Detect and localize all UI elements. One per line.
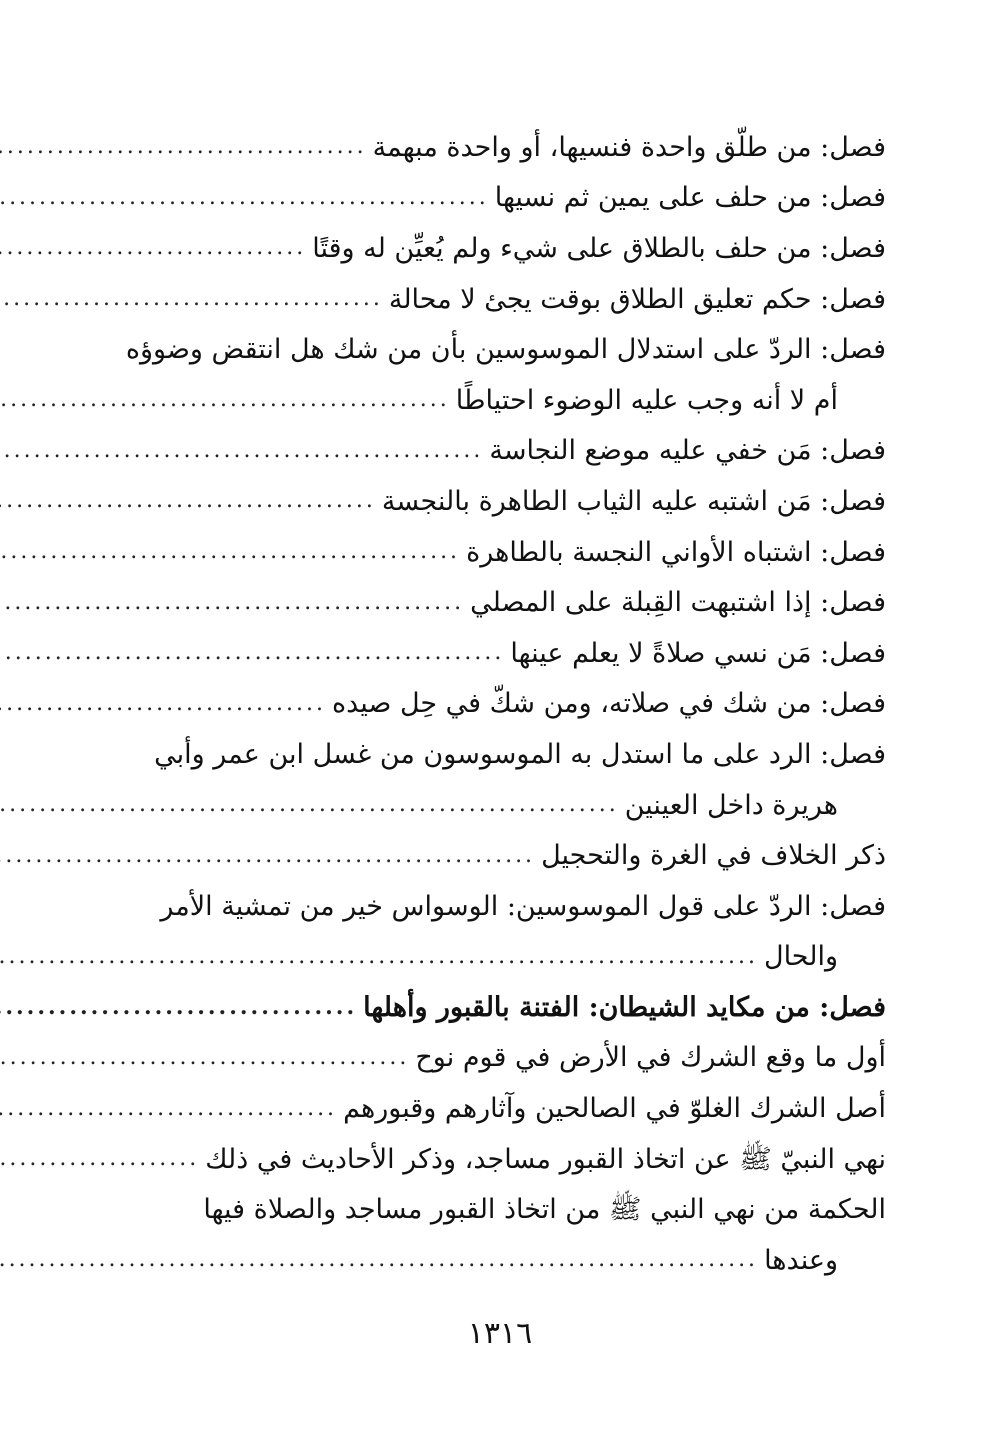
dot-leader	[0, 187, 495, 209]
toc-entry	[118, 628, 886, 679]
toc-entry	[118, 1235, 886, 1286]
toc-entry	[118, 426, 886, 477]
dot-leader	[0, 490, 382, 512]
dot-leader	[0, 440, 489, 462]
toc-entry	[118, 780, 886, 831]
dot-leader	[0, 1098, 343, 1120]
toc-entry	[118, 1033, 886, 1084]
toc-entry-title: فصل: إذا اشتبهت القِبلة على المصلي	[470, 587, 886, 619]
dot-leader	[0, 1249, 764, 1271]
toc-entry-title: أول ما وقع الشرك في الأرض في قوم نوح	[415, 1042, 886, 1074]
toc-entry-title: فصل: من حلف على يمين ثم نسيها	[494, 182, 886, 214]
dot-leader	[0, 136, 373, 158]
dot-leader	[0, 592, 470, 614]
toc-entry-title: والحال	[763, 941, 838, 973]
dot-leader	[0, 541, 466, 563]
toc-entry-title: فصل: الردّ على استدلال الموسوسين بأن من شك هل انتقض وضوؤه	[125, 334, 886, 366]
dot-leader	[0, 845, 541, 867]
dot-leader	[0, 946, 764, 968]
toc-entry	[118, 476, 886, 527]
dot-leader	[0, 642, 510, 664]
toc-entry-title: وعندها	[764, 1244, 838, 1276]
table-of-contents	[118, 122, 886, 1286]
toc-entry	[118, 1083, 886, 1134]
toc-entry-title: فصل: حكم تعليق الطلاق بوقت يجئ لا محالة	[388, 283, 886, 315]
toc-entry	[118, 577, 886, 628]
dot-leader	[0, 794, 625, 816]
toc-entry	[118, 729, 886, 780]
toc-entry	[118, 982, 886, 1033]
toc-entry-title: فصل: من طلّق واحدة فنسيها، أو واحدة مبهمة	[372, 131, 886, 163]
page-number: ١٣١٦	[467, 1316, 533, 1351]
toc-entry-title: الحكمة من نهي النبي ﷺ من اتخاذ القبور مساجد والصلاة فيها	[203, 1194, 886, 1226]
toc-entry	[118, 932, 886, 983]
toc-entry-title: أم لا أنه وجب عليه الوضوء احتياطًا	[455, 384, 838, 416]
toc-entry-title: فصل: مَن نسي صلاةً لا يعلم عينها	[510, 637, 886, 669]
toc-entry-title: فصل: من مكايد الشيطان: الفتنة بالقبور وأهلها	[363, 991, 886, 1023]
toc-entry-title: هريرة داخل العينين	[624, 789, 838, 821]
toc-entry	[118, 1184, 886, 1235]
toc-entry	[118, 274, 886, 325]
toc-entry-title: فصل: مَن اشتبه عليه الثياب الطاهرة بالنجسة	[381, 485, 886, 517]
toc-entry	[118, 324, 886, 375]
toc-entry	[118, 881, 886, 932]
toc-entry	[118, 679, 886, 730]
dot-leader	[0, 1047, 415, 1069]
toc-entry-title: أصل الشرك الغلوّ في الصالحين وآثارهم وقبورهم	[343, 1093, 886, 1125]
dot-leader	[0, 389, 456, 411]
toc-entry-title: فصل: مَن خفي عليه موضع النجاسة	[489, 435, 886, 467]
toc-entry-title: فصل: من شك في صلاته، ومن شكّ في حِل صيده	[331, 688, 886, 720]
toc-entry-title: ذكر الخلاف في الغرة والتحجيل	[541, 840, 886, 872]
dot-leader	[0, 693, 332, 715]
toc-entry-title: فصل: الرد على ما استدل به الموسوسون من غسل ابن عمر وأبي	[154, 738, 886, 770]
dot-leader	[0, 996, 363, 1018]
toc-entry	[118, 173, 886, 224]
toc-entry	[118, 1134, 886, 1185]
toc-entry-title: فصل: الردّ على قول الموسوسين: الوسواس خير من تمشية الأمر	[160, 890, 886, 922]
toc-entry-title: نهي النبيّ ﷺ عن اتخاذ القبور مساجد، وذكر الأحاديث في ذلك	[205, 1143, 886, 1175]
toc-entry	[118, 830, 886, 881]
toc-entry-title: فصل: من حلف بالطلاق على شيء ولم يُعيِّن له وقتًا	[312, 232, 886, 264]
toc-entry-title: فصل: اشتباه الأواني النجسة بالطاهرة	[466, 536, 886, 568]
dot-leader	[0, 288, 389, 310]
toc-entry	[118, 122, 886, 173]
toc-entry	[118, 375, 886, 426]
toc-entry	[118, 527, 886, 578]
dot-leader	[0, 1148, 205, 1170]
toc-entry	[118, 223, 886, 274]
dot-leader	[0, 237, 312, 259]
